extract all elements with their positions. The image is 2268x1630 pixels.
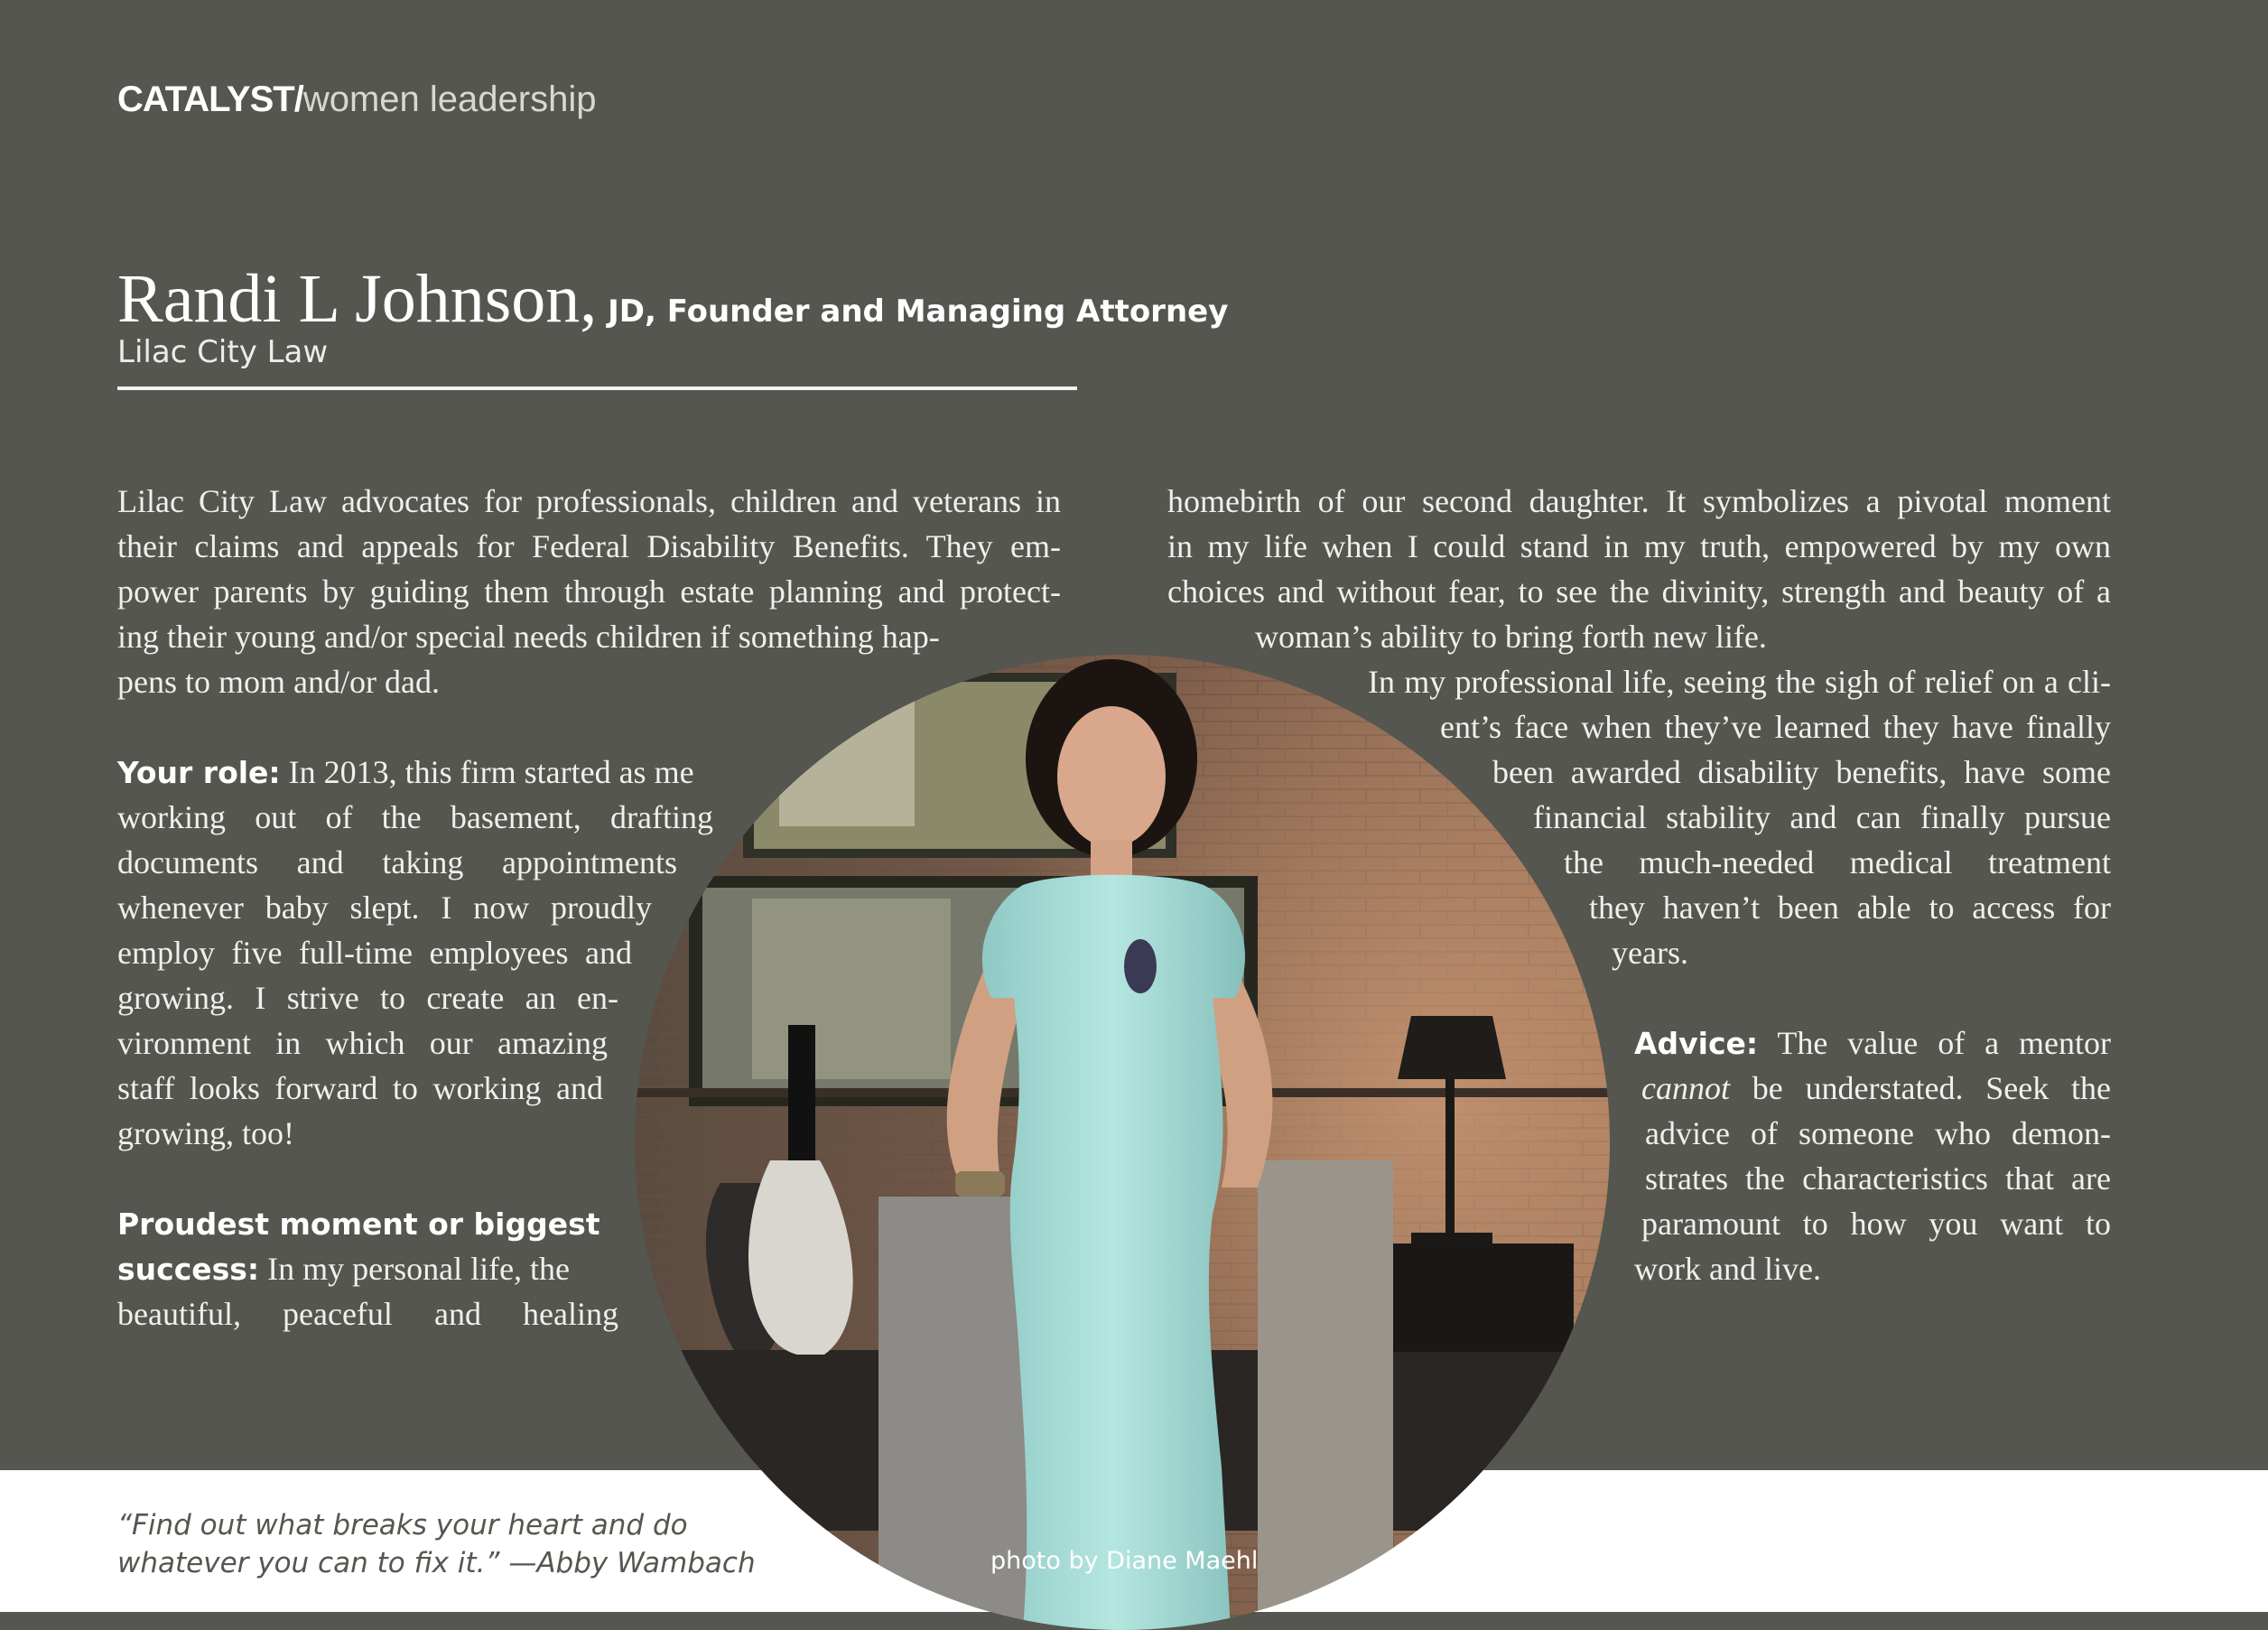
intro-line: pens to mom and/or dad. xyxy=(117,664,440,700)
advice-emphasis: cannot xyxy=(1641,1070,1730,1106)
right-line: In my professional life, seeing the sigh of relief on a cli- xyxy=(1368,664,2111,700)
proudest-line xyxy=(117,1246,570,1292)
proudest-heading xyxy=(117,1201,600,1247)
role-line-text: In 2013, this firm started as me xyxy=(280,754,694,790)
role-line: employ five full-time employees and xyxy=(117,935,632,971)
quote-line: “Find out what breaks your heart and do xyxy=(117,1509,688,1542)
intro-line: ing their young and/or special needs children if something hap- xyxy=(117,619,940,655)
role-line xyxy=(117,750,694,796)
role-line: documents and taking appointments xyxy=(117,844,677,880)
right-line: financial stability and can finally pursue xyxy=(1533,799,2111,835)
portrait-photo xyxy=(635,655,1610,1630)
magazine-brand: CATALYST/ xyxy=(117,79,303,119)
right-line: been awarded disability benefits, have some xyxy=(1492,754,2111,790)
advice-line: advice of someone who demon- xyxy=(1645,1115,2111,1151)
right-line: in my life when I could stand in my truth, empowered by my own xyxy=(1167,528,2111,564)
proudest-line: beautiful, peaceful and healing xyxy=(117,1296,618,1332)
intro-line: Lilac City Law advocates for professionals, children and veterans in xyxy=(117,483,1061,519)
right-line: woman’s ability to bring forth new life. xyxy=(1255,619,1767,655)
advice-line xyxy=(1634,1020,2111,1066)
title-divider xyxy=(117,387,1077,390)
role-line: staff looks forward to working and xyxy=(117,1070,603,1106)
section-name: women leadership xyxy=(302,79,597,119)
proudest-heading-line2: success: xyxy=(117,1252,260,1287)
proudest-line-text: In my personal life, the xyxy=(259,1251,571,1287)
advice-line: work and live. xyxy=(1634,1251,1821,1287)
role-line: working out of the basement, drafting xyxy=(117,799,713,835)
right-line: homebirth of our second daughter. It symbolizes a pivotal moment xyxy=(1167,483,2111,519)
pull-quote xyxy=(117,1506,756,1582)
company-name: Lilac City Law xyxy=(117,334,329,370)
portrait-illustration xyxy=(635,655,1610,1630)
role-heading: Your role: xyxy=(117,755,281,790)
advice-line-text: The value of a mentor xyxy=(1758,1025,2111,1061)
right-line: choices and without fear, to see the divinity, strength and beauty of a xyxy=(1167,573,2111,610)
proudest-heading-line1: Proudest moment or biggest xyxy=(117,1206,600,1242)
role-line: whenever baby slept. I now proudly xyxy=(117,890,652,926)
right-line: they haven’t been able to access for xyxy=(1589,890,2111,926)
intro-line: their claims and appeals for Federal Disability Benefits. They em- xyxy=(117,528,1061,564)
right-line: the much-needed medical treatment xyxy=(1564,844,2111,880)
person-name: Randi L Johnson, xyxy=(117,261,598,337)
role-line: growing, too! xyxy=(117,1115,294,1151)
photo-credit: photo by Diane Maehl xyxy=(990,1547,1259,1575)
advice-line-text: be understated. Seek the xyxy=(1729,1070,2111,1106)
right-line: ent’s face when they’ve learned they have finally xyxy=(1440,709,2111,745)
section-kicker xyxy=(117,79,596,120)
profile-title xyxy=(117,260,1228,339)
advice-line xyxy=(1641,1066,2111,1111)
role-line: vironment in which our amazing xyxy=(117,1025,608,1061)
person-credentials: JD, Founder and Managing Attorney xyxy=(597,293,1229,330)
quote-line: whatever you can to fix it.” —Abby Wambach xyxy=(117,1547,756,1579)
advice-heading: Advice: xyxy=(1634,1026,1759,1061)
intro-line: power parents by guiding them through estate planning and protect- xyxy=(117,573,1061,610)
advice-line: paramount to how you want to xyxy=(1641,1206,2111,1242)
role-line: growing. I strive to create an en- xyxy=(117,980,618,1016)
right-line: years. xyxy=(1612,935,1688,971)
advice-line: strates the characteristics that are xyxy=(1645,1160,2111,1197)
